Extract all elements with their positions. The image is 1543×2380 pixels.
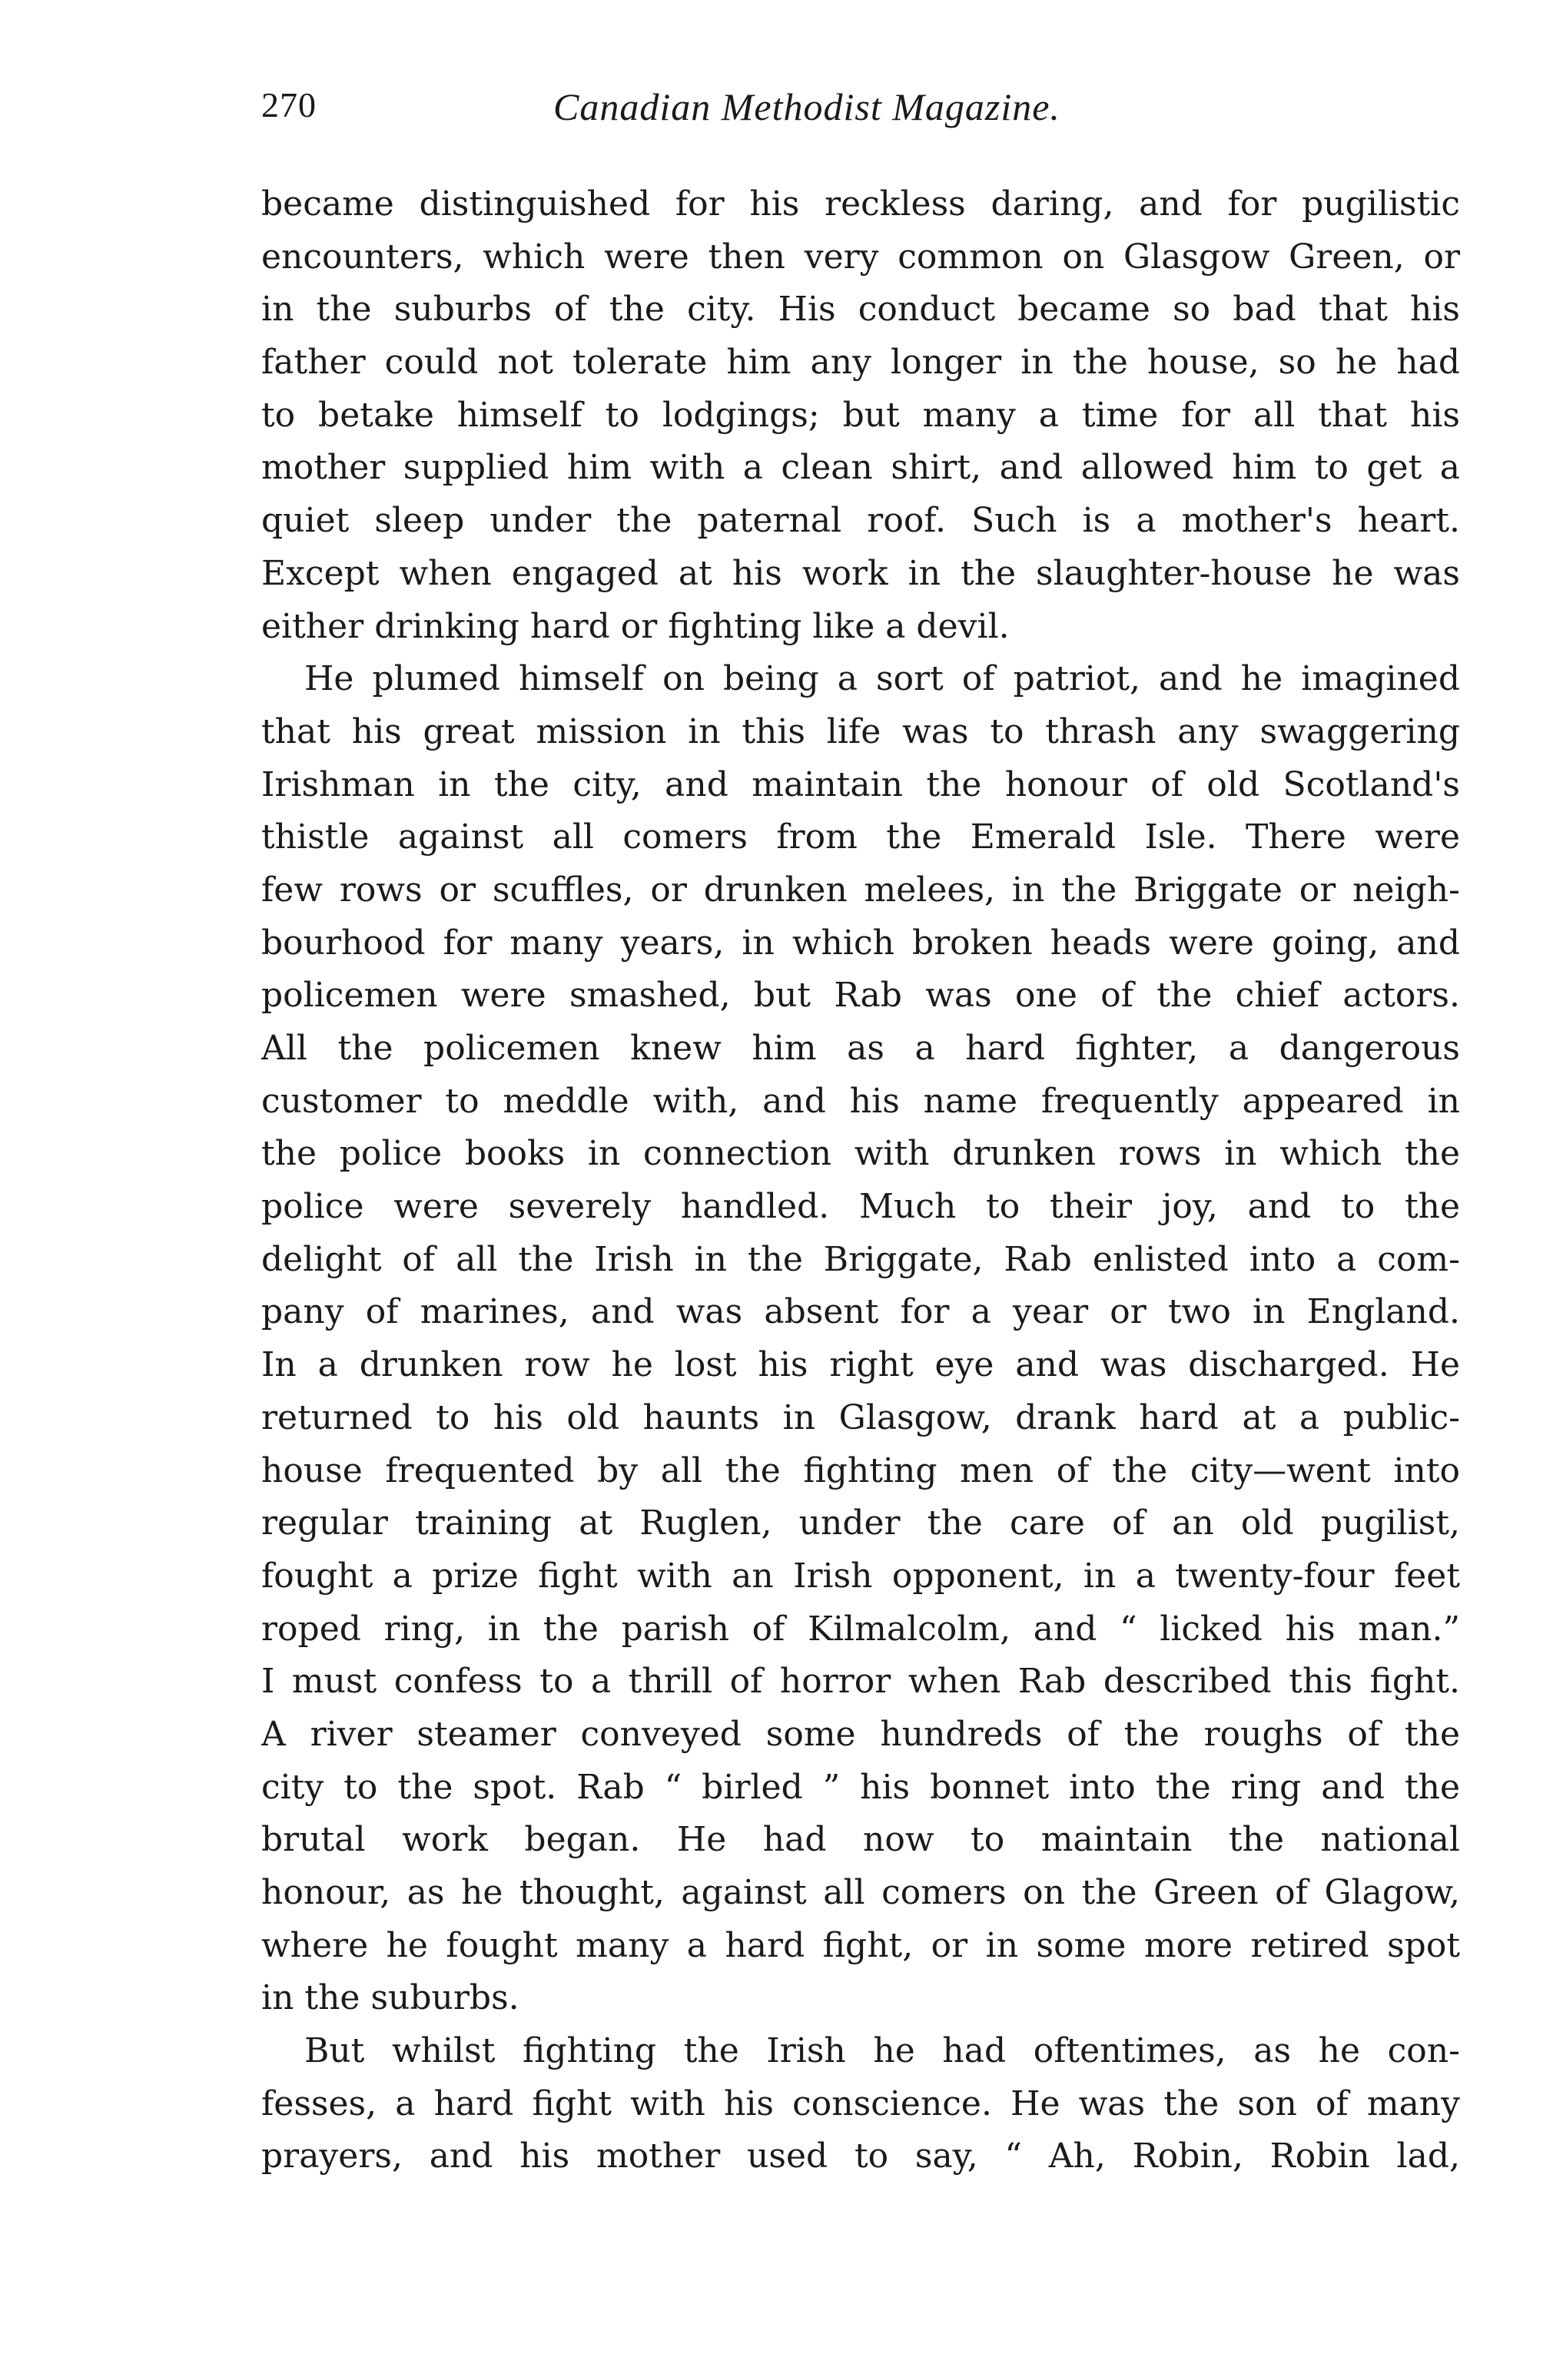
text-line: regular training at Ruglen, under the care of an old pugilist, bbox=[261, 1503, 1460, 1543]
text-line: that his great mission in this life was to thrash any swaggering bbox=[261, 711, 1460, 751]
text-line: A river steamer conveyed some hundreds of the roughs of the bbox=[261, 1714, 1460, 1754]
text-line: bourhood for many years, in which broken heads were going, and bbox=[261, 923, 1460, 963]
text-line: where he fought many a hard fight, or in some more retired spot bbox=[261, 1925, 1460, 1965]
paragraph-1 bbox=[261, 178, 1460, 653]
body-text bbox=[261, 178, 1460, 2183]
text-line: the police books in connection with drunken rows in which the bbox=[261, 1134, 1460, 1174]
text-line: brutal work began. He had now to maintain the national bbox=[261, 1820, 1460, 1860]
paragraph-2 bbox=[261, 653, 1460, 2025]
text-line: Except when engaged at his work in the slaughter-house he was bbox=[261, 553, 1460, 593]
text-line: He plumed himself on being a sort of patriot, and he imagined bbox=[304, 659, 1460, 699]
text-line: encounters, which were then very common on Glasgow Green, or bbox=[261, 237, 1460, 277]
text-line: customer to meddle with, and his name frequently appeared in bbox=[261, 1081, 1460, 1121]
text-line: in the suburbs of the city. His conduct became so bad that his bbox=[261, 290, 1460, 330]
running-title: Canadian Methodist Magazine. bbox=[553, 85, 1060, 128]
text-line: In a drunken row he lost his right eye and was discharged. He bbox=[261, 1345, 1460, 1385]
text-line: house frequented by all the fighting men of the city—went into bbox=[261, 1450, 1460, 1490]
text-line: mother supplied him with a clean shirt, and allowed him to get a bbox=[261, 448, 1460, 488]
text-line: Irishman in the city, and maintain the honour of old Scotland's bbox=[261, 764, 1460, 804]
text-line: policemen were smashed, but Rab was one of the chief actors. bbox=[261, 976, 1460, 1016]
text-line: thistle against all comers from the Emerald Isle. There were bbox=[261, 817, 1460, 857]
text-line: few rows or scuffles, or drunken melees, in the Briggate or neigh- bbox=[261, 870, 1460, 910]
paragraph-3 bbox=[261, 2025, 1460, 2183]
text-line: I must confess to a thrill of horror when Rab described this fight. bbox=[261, 1662, 1460, 1702]
text-line: father could not tolerate him any longer in the house, so he had bbox=[261, 343, 1460, 383]
text-line: honour, as he thought, against all comers on the Green of Glagow, bbox=[261, 1873, 1460, 1912]
text-line: delight of all the Irish in the Briggate, Rab enlisted into a com- bbox=[261, 1239, 1460, 1279]
text-line: fesses, a hard fight with his conscience. He was the son of many bbox=[261, 2083, 1460, 2123]
text-line: fought a prize fight with an Irish opponent, in a twenty-four feet bbox=[261, 1556, 1460, 1596]
text-line: city to the spot. Rab “ birled ” his bonnet into the ring and the bbox=[261, 1767, 1460, 1807]
text-line: pany of marines, and was absent for a year or two in England. bbox=[261, 1292, 1460, 1332]
text-line: All the policemen knew him as a hard fighter, a dangerous bbox=[261, 1029, 1460, 1068]
page-number: 270 bbox=[261, 85, 317, 124]
text-line: in the suburbs. bbox=[261, 1978, 519, 2018]
page-header bbox=[261, 85, 1460, 146]
text-line: to betake himself to lodgings; but many a time for all that his bbox=[261, 395, 1460, 435]
text-line: roped ring, in the parish of Kilmalcolm, and “ licked his man.” bbox=[261, 1609, 1460, 1649]
text-line: became distinguished for his reckless daring, and for pugilistic bbox=[261, 184, 1460, 224]
text-line: prayers, and his mother used to say, “ Ah, Robin, Robin lad, bbox=[261, 2136, 1460, 2176]
text-line: quiet sleep under the paternal roof. Such is a mother's heart. bbox=[261, 501, 1460, 541]
text-line: returned to his old haunts in Glasgow, drank hard at a public- bbox=[261, 1397, 1460, 1437]
text-line: either drinking hard or fighting like a devil. bbox=[261, 606, 1010, 646]
text-line: But whilst fighting the Irish he had oftentimes, as he con- bbox=[304, 2031, 1460, 2071]
text-line: police were severely handled. Much to their joy, and to the bbox=[261, 1187, 1460, 1227]
